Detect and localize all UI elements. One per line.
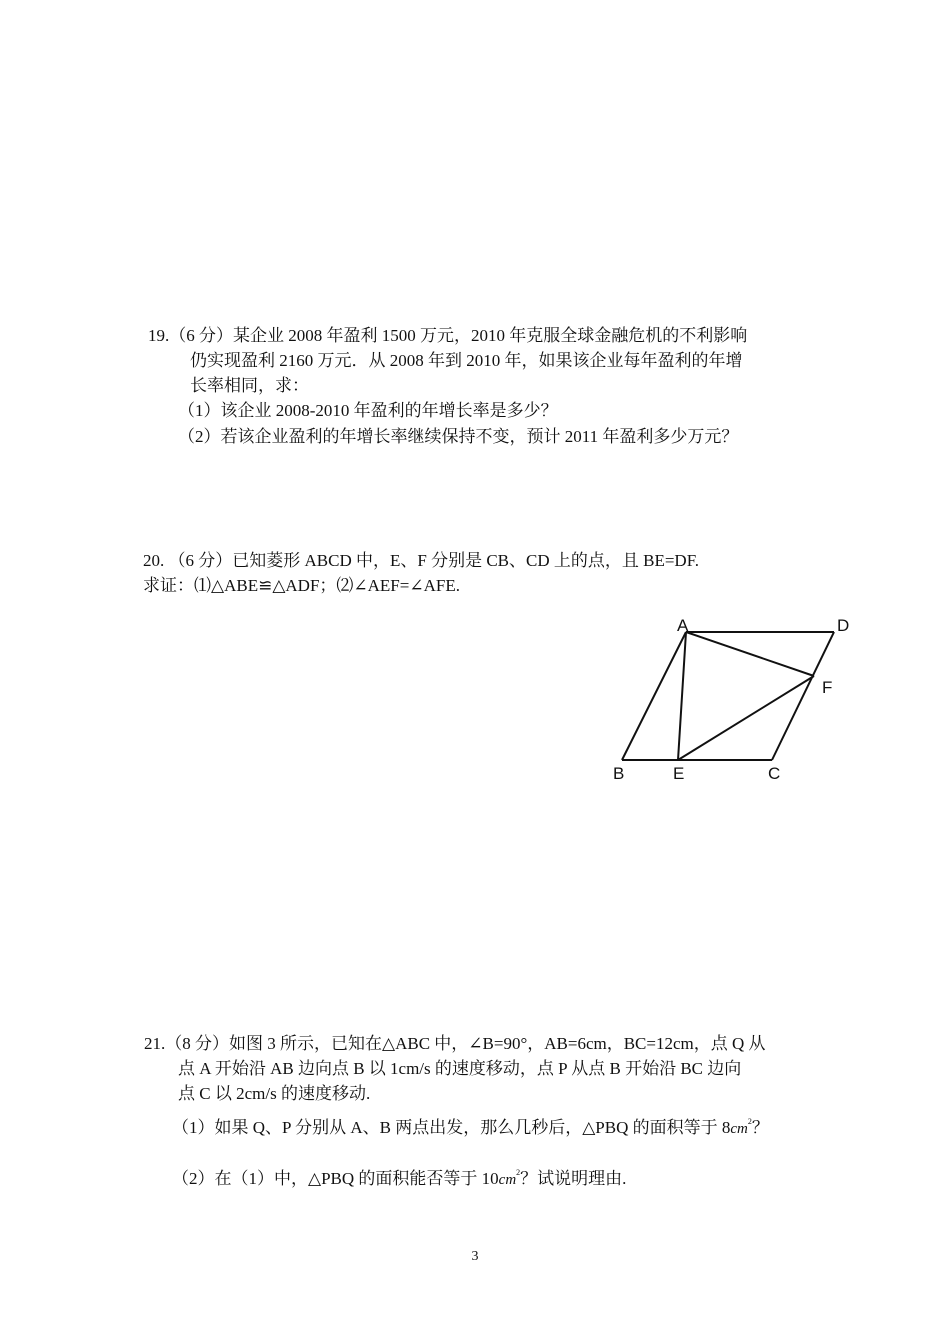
q21-line-1: 21.（8 分）如图 3 所示，已知在△ABC 中，∠B=90°，AB=6cm，BC=12cm，点 Q 从 xyxy=(144,1034,766,1053)
q21-part-2 xyxy=(172,1162,626,1191)
q21-part-1-text: （1）如果 Q、P 分别从 A、B 两点出发，那么几秒后，△PBQ 的面积等于 8 xyxy=(172,1118,731,1137)
segment-ae xyxy=(678,632,686,760)
q19-line-2: 仍实现盈利 2160 万元．从 2008 年到 2010 年，如果该企业每年盈利的年增 xyxy=(190,351,743,370)
q21-part-2-end: ？试说明理由. xyxy=(520,1169,627,1188)
q19-part-2: （2）若该企业盈利的年增长率继续保持不变，预计 2011 年盈利多少万元？ xyxy=(178,427,739,446)
segment-af xyxy=(686,632,814,676)
q21-part-1-unit: $cm^2$ xyxy=(730,1117,752,1137)
label-a: A xyxy=(677,616,689,635)
q19-part-1: （1）该企业 2008-2010 年盈利的年增长率是多少？ xyxy=(178,401,558,420)
segment-ef xyxy=(678,676,814,760)
label-e: E xyxy=(673,764,685,783)
segment-ba xyxy=(622,632,686,760)
q21-part-2-unit: $cm^2$ xyxy=(498,1168,521,1188)
label-b: B xyxy=(613,764,625,783)
q20-line-2: 求证：⑴△ABE≌△ADF；⑵∠AEF=∠AFE. xyxy=(143,576,460,595)
q19-line-3: 长率相同，求： xyxy=(190,376,309,395)
q20-line-1: 20. （6 分）已知菱形 ABCD 中，E、F 分别是 CB、CD 上的点，且 BE=DF. xyxy=(143,551,700,570)
q21-part-1-end: ？ xyxy=(751,1118,769,1137)
label-f: F xyxy=(822,678,833,697)
label-d: D xyxy=(837,616,850,635)
q21-part-1 xyxy=(172,1111,769,1140)
q19-line-1: 19.（6 分）某企业 2008 年盈利 1500 万元，2010 年克服全球金融危机的不利影响 xyxy=(148,326,748,345)
rhombus-figure xyxy=(605,610,865,790)
label-c: C xyxy=(768,764,781,783)
q21-line-3: 点 C 以 2cm/s 的速度移动. xyxy=(178,1084,371,1103)
q21-part-2-text: （2）在（1）中，△PBQ 的面积能否等于 10 xyxy=(172,1169,499,1188)
page-number: 3 xyxy=(471,1249,479,1264)
q21-line-2: 点 A 开始沿 AB 边向点 B 以 1cm/s 的速度移动，点 P 从点 B 开始沿 BC 边向 xyxy=(178,1059,742,1078)
